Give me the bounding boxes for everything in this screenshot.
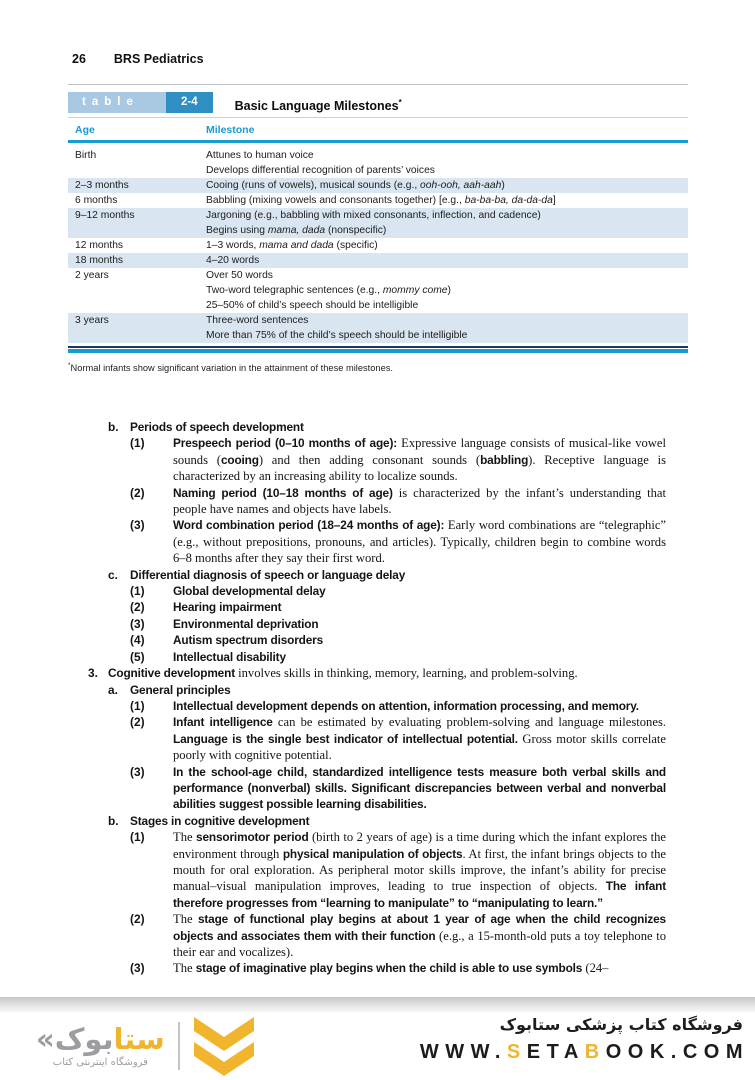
table-footnote: *Normal infants show significant variation in the attainment of these milestones.: [68, 361, 393, 373]
table-row: 18 months 4–20 words: [68, 253, 688, 268]
column-header-age: Age: [75, 124, 95, 136]
logo-divider: [178, 1022, 180, 1070]
table-row: 2 years Over 50 words Two-word telegraphic sentences (e.g., mommy come) 25–50% of child’s speech should be intelligible: [75, 270, 451, 311]
outline-item: 3. Cognitive development involves skills in thinking, memory, learning, and problem-solving.: [88, 666, 578, 681]
page-edge-shadow: [0, 997, 755, 1012]
outline-item: b. Periods of speech development: [108, 420, 304, 434]
table-row: 9–12 months Jargoning (e.g., babbling with mixed consonants, inflection, and cadence) Begins using mama, dada (nonspecific): [68, 208, 688, 238]
table-top-rule: [68, 84, 688, 85]
logo-subtitle: فروشگاه اینترنتی کتاب: [52, 1056, 148, 1068]
website-url: WWW.SETABOOK.COM: [419, 1041, 749, 1063]
watermark-footer: [0, 1012, 755, 1080]
page-number: 26: [72, 52, 86, 66]
outline-item: c. Differential diagnosis of speech or language delay: [108, 567, 406, 582]
table-row: 2–3 months Cooing (runs of vowels), musical sounds (e.g., ooh-ooh, aah-aah): [68, 178, 688, 193]
outline-item: (4) Autism spectrum disorders: [130, 633, 324, 648]
table-title-footnote-marker: *: [398, 98, 402, 107]
outline-item: (1) Intellectual development depends on attention, information processing, and memory.: [130, 698, 639, 713]
column-header-milestone: Milestone: [206, 124, 255, 136]
double-chevron-down-icon: [191, 1015, 257, 1077]
outline-item: (2) Hearing impairment: [130, 600, 282, 615]
outline-item: (3) The stage of imaginative play begins when the child is able to use symbols (24–: [130, 961, 609, 976]
table-bottom-rule-blue: [68, 349, 688, 353]
outline-item: b. Stages in cognitive development: [108, 813, 310, 828]
milestones-table: [68, 84, 688, 373]
setabook-wordmark: ستابوک«: [36, 1022, 165, 1057]
table-column-headers: [68, 118, 688, 140]
outline-item: (2) Naming period (10–18 months of age) is characterized by the infant’s understanding that people have names and objects have labels.: [130, 485, 666, 517]
table-body: [68, 143, 688, 343]
book-title: BRS Pediatrics: [113, 52, 204, 66]
outline-item: (3) Word combination period (18–24 months of age): Early word combinations are “telegraphic” (e.g., without prepositions, pronouns, and articles). Typically, children begin to combine words 6–8 months after they say their first word.: [130, 518, 666, 566]
outline-item: (3) Environmental deprivation: [130, 616, 319, 631]
body-outline: [88, 419, 666, 977]
store-title-fa: فروشگاه کتاب پزشکی ستابوک: [499, 1015, 743, 1034]
table-row: 3 years Three-word sentences More than 75% of the child’s speech should be intelligible: [68, 313, 688, 343]
table-word-label: table: [68, 92, 166, 113]
setabook-logo: [36, 1012, 257, 1080]
table-title: Basic Language Milestones*: [234, 98, 402, 114]
outline-item: (2) The stage of functional play begins at about 1 year of age when the child recognizes objects and associates them with their function (e.g., a 15-month-old puts a toy telephone to their ear and vocalizes).: [130, 912, 666, 959]
page-header: [72, 52, 204, 66]
outline-item: (1) Global developmental delay: [130, 584, 326, 599]
table-row: Birth Attunes to human voice Develops differential recognition of parents’ voices: [75, 150, 435, 176]
outline-item: (1) Prespeech period (0–10 months of age): Expressive language consists of musical-like vowel sounds (cooing) and then adding consonant sounds (babbling). Receptive language is characterized by an increasing ability to localize sounds.: [130, 436, 666, 484]
outline-item: (2) Infant intelligence can be estimated by evaluating problem-solving and language milestones. Language is the single best indicator of intellectual potential. Gross motor skills correlate poorly with cognitive potential.: [130, 715, 666, 763]
outline-item: (3) In the school-age child, standardized intelligence tests measure both verbal skills and performance (nonverbal) skills. Significant discrepancies between verbal and nonverbal abilities suggest possible learning disabilities.: [130, 764, 666, 812]
outline-item: (1) The sensorimotor period (birth to 2 years of age) is a time during which the infant explores the environment through physical manipulation of objects. At first, the infant brings objects to the mouth for oral exploration. As peripheral motor skills improve, the infant’s ability for precise manual–visual manipulation improves, leading to true inspection of objects. The infant therefore progresses from “learning to manipulate” to “manipulating to learn.”: [130, 830, 667, 910]
table-title-band: [68, 92, 688, 113]
outline-item: a. General principles: [108, 682, 231, 697]
store-info: [419, 1015, 749, 1064]
outline-item: (5) Intellectual disability: [130, 649, 286, 664]
table-row: 6 months Babbling (mixing vowels and consonants together) [e.g., ba-ba-ba, da-da-da]: [75, 195, 556, 206]
table-row: 12 months 1–3 words, mama and dada (specific): [75, 240, 378, 251]
table-number: 2-4: [166, 92, 213, 113]
